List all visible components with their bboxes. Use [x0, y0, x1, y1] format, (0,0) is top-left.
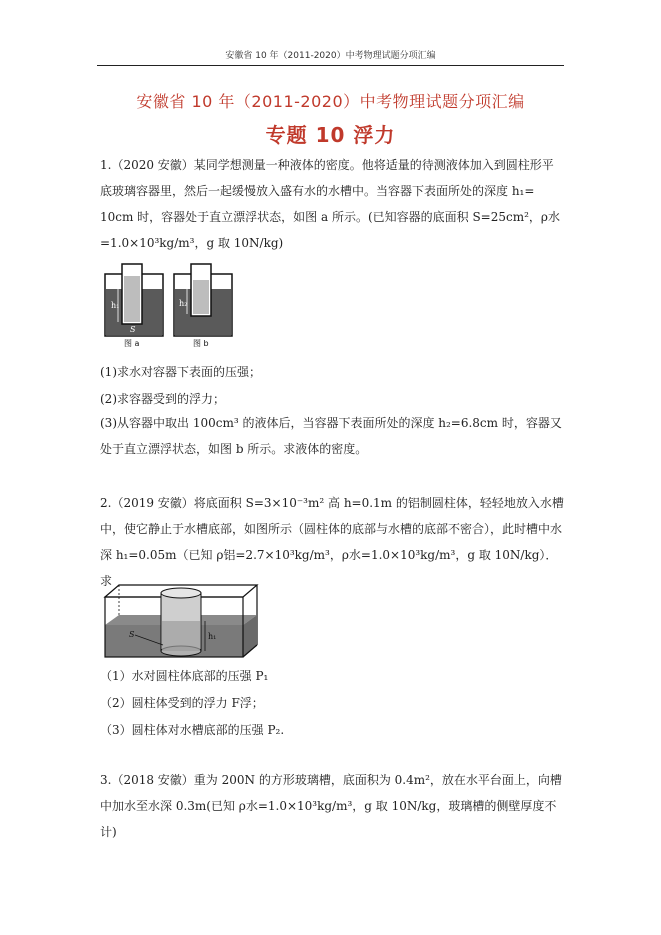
question-1-sub-2: (2)求容器受到的浮力；: [100, 392, 225, 406]
page-header: 安徽省 10 年（2011-2020）中考物理试题分项汇编: [97, 48, 564, 66]
figure-a-caption: 图 a: [124, 339, 140, 348]
question-2-sub-1: （1）水对圆柱体底部的压强 P₁: [100, 669, 269, 683]
h2-label: h₂: [179, 299, 188, 308]
question-1-stem: 1.（2020 安徽）某同学想测量一种液体的密度。他将适量的待测液体加入到圆柱形平底玻璃容器里，然后一起缓慢放入盛有水的水槽中。当容器下表面所处的深度 h₁= 10cm 时，容器处于直立漂浮状态，如图 a 所示。(已知容器的底面积 S=25cm²，ρ水=1.0×10³kg/m³，g 取 10N/kg): [100, 158, 560, 250]
question-2-figure: [103, 583, 259, 659]
question-1-sub-1: (1)求水对容器下表面的压强；: [100, 365, 261, 379]
figure-b: [174, 264, 232, 348]
question-2-sub-2: （2）圆柱体受到的浮力 F浮；: [100, 696, 264, 710]
s-label: S: [130, 325, 136, 334]
question-3-stem: 3.（2018 安徽）重为 200N 的方形玻璃槽，底面积为 0.4m²，放在水平台面上，向槽中加水至水深 0.3m(已知 ρ水=1.0×10³kg/m³，g 取 10N/kg，玻璃槽的侧壁厚度不计): [100, 773, 562, 839]
question-1-figure: [102, 262, 234, 348]
figure-b-caption: 图 b: [193, 339, 209, 348]
document-title: 安徽省 10 年（2011-2020）中考物理试题分项汇编: [136, 92, 525, 111]
h1-label: h₁: [208, 632, 217, 641]
topic-title: 专题 10 浮力: [265, 123, 396, 147]
h1-label: h₁: [111, 301, 120, 310]
question-2-stem: 2.（2019 安徽）将底面积 S=3×10⁻³m² 高 h=0.1m 的铝制圆柱体，轻轻地放入水槽中，使它静止于水槽底部，如图所示（圆柱体的底部与水槽的底部不密合），此时槽中水深 h₁=0.05m（已知 ρ铝=2.7×10³kg/m³，ρ水=1.0×10³kg/m³，g 取 10N/kg）．求: [100, 496, 564, 588]
s-label: S: [129, 630, 135, 639]
question-2-sub-3: （3）圆柱体对水槽底部的压强 P₂.: [100, 723, 285, 737]
question-1-sub-3: (3)从容器中取出 100cm³ 的液体后，当容器下表面所处的深度 h₂=6.8cm 时，容器又处于直立漂浮状态，如图 b 所示。求液体的密度。: [100, 416, 562, 456]
figure-a: [105, 264, 163, 348]
